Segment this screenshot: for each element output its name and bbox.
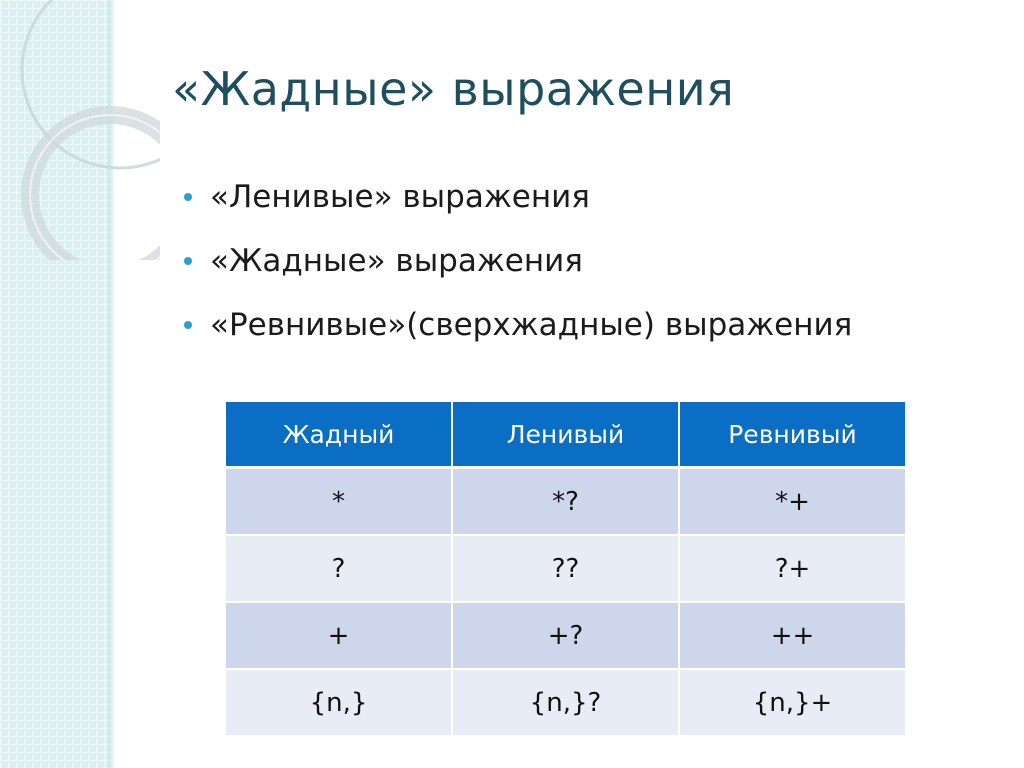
table-cell: {n,}+ (679, 669, 906, 736)
column-header-possessive: Ревнивый (679, 401, 906, 468)
bullet-text: «Ленивые» выражения (210, 179, 590, 215)
table-cell: +? (452, 602, 679, 669)
table-cell: ?+ (679, 535, 906, 602)
table-cell: *? (452, 468, 679, 536)
table-cell: {n,}? (452, 669, 679, 736)
bullet-text: «Жадные» выражения (210, 243, 583, 279)
bullet-item (184, 172, 852, 236)
table-cell: ?? (452, 535, 679, 602)
column-header-lazy: Ленивый (452, 401, 679, 468)
table-header-row (225, 401, 906, 468)
column-header-greedy: Жадный (225, 401, 452, 468)
bullet-text: «Ревнивые»(сверхжадные) выражения (210, 307, 853, 343)
table-row (225, 468, 906, 536)
table-row (225, 669, 906, 736)
table-row (225, 602, 906, 669)
table-cell: ? (225, 535, 452, 602)
table-cell: * (225, 468, 452, 536)
decorative-circles (0, 0, 160, 260)
bullet-dot-icon (184, 193, 192, 201)
table-row (225, 535, 906, 602)
table-cell: *+ (679, 468, 906, 536)
bullet-dot-icon (184, 257, 192, 265)
quantifier-table (224, 400, 907, 737)
table-cell: {n,} (225, 669, 452, 736)
bullet-dot-icon (184, 321, 192, 329)
bullet-item (184, 300, 852, 364)
table-cell: ++ (679, 602, 906, 669)
bullet-list (184, 172, 852, 364)
table-cell: + (225, 602, 452, 669)
slide-title: «Жадные» выражения (172, 62, 735, 116)
bullet-item (184, 236, 852, 300)
